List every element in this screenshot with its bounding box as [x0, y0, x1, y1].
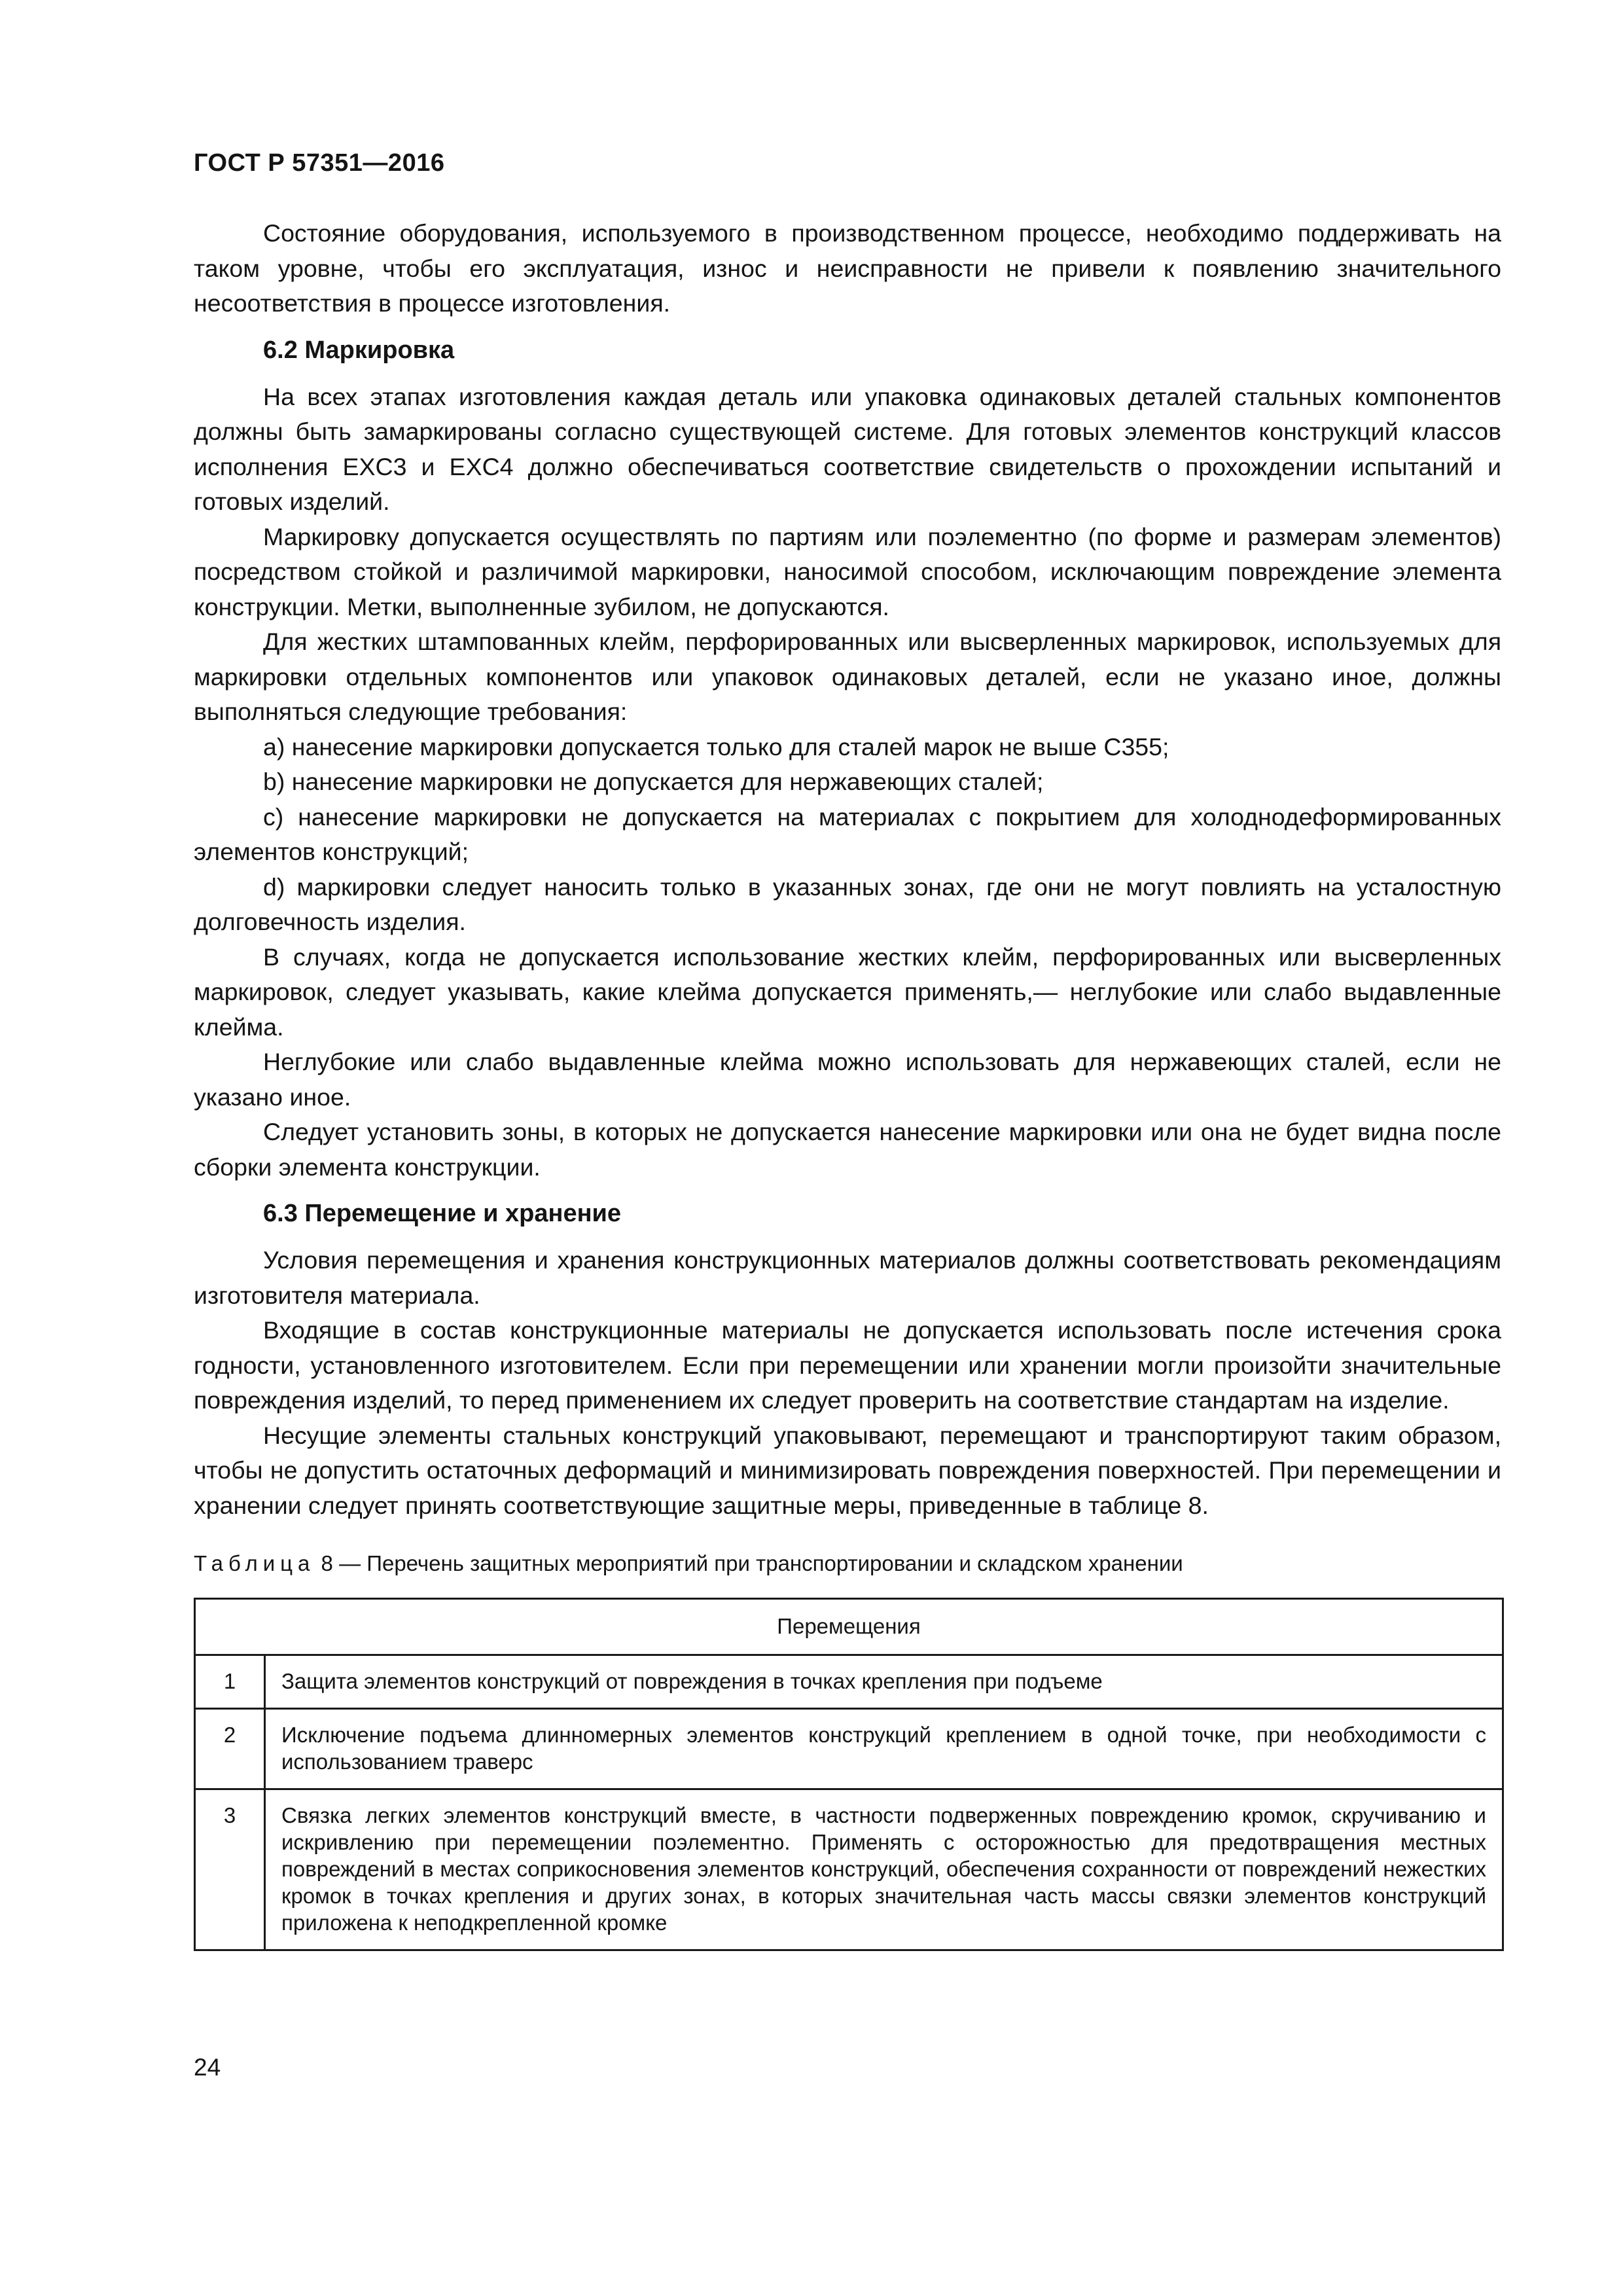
table-row-number: 3 — [195, 1789, 265, 1950]
section-6-2-paragraph-5: Неглубокие или слабо выдавленные клейма можно использовать для нержавеющих сталей, если не указано иное. — [194, 1048, 1501, 1111]
page-number: 24 — [194, 2054, 221, 2081]
section-6-3-paragraph-3: Несущие элементы стальных конструкций упаковывают, перемещают и транспортируют таким образом, чтобы не допустить остаточных деформаций и минимизировать повреждения поверхностей. При перемещении и хранении следует принять соответствующие защитные меры, приведенные в таблице 8. — [194, 1421, 1501, 1519]
intro-paragraph: Состояние оборудования, используемого в производственном процессе, необходимо поддерживать на таком уровне, чтобы его эксплуатация, износ и неисправности не привели к появлению значительного несоответствия в процессе изготовления. — [194, 219, 1501, 317]
section-6-3-paragraph-1: Условия перемещения и хранения конструкционных материалов должны соответствовать рекомендациям изготовителя материала. — [194, 1246, 1501, 1309]
protection-measures-table — [194, 1598, 1504, 1951]
table-row — [195, 1709, 1503, 1789]
table-row — [195, 1655, 1503, 1709]
table-row — [195, 1789, 1503, 1950]
section-6-2-paragraph-1: На всех этапах изготовления каждая деталь или упаковка одинаковых деталей стальных компонентов должны быть замаркированы согласно существующей системе. Для готовых элементов конструкций классов исполнения EXC3 и EXC4 должно обеспечиваться соответствие свидетельств о прохождении испытаний и готовых изделий. — [194, 382, 1501, 515]
table-row-number: 1 — [195, 1655, 265, 1709]
table-header-cell: Перемещения — [195, 1599, 1503, 1655]
table-caption-text: 8 — Перечень защитных мероприятий при транспортировании и складском хранении — [315, 1551, 1183, 1575]
table-row-text: Связка легких элементов конструкций вместе, в частности подверженных повреждению кромок, скручиванию и искривлению при перемещении поэлементно. Применять с осторожностью для предотвращения местных повреждений в местах соприкосновения элементов конструкций, обеспечения сохранности от повреждений нежестких кромок в точках крепления и других зонах, в которых значительная часть массы связки элементов конструкций приложена к неподкрепленной кромке — [265, 1789, 1503, 1950]
section-6-2-heading: 6.2 Маркировка — [263, 336, 455, 364]
section-6-2-paragraph-6: Следует установить зоны, в которых не допускается нанесение маркировки или она не будет видна после сборки элемента конструкции. — [194, 1118, 1501, 1181]
section-6-2-paragraph-4: В случаях, когда не допускается использование жестких клейм, перфорированных или высверленных маркировок, следует указывать, какие клейма допускается применять,— неглубокие или слабо выдавленные клейма. — [194, 942, 1501, 1041]
requirement-item-c: c) нанесение маркировки не допускается на материалах с покрытием для холоднодеформированных элементов конструкций; — [194, 802, 1501, 865]
table-header-row — [195, 1599, 1503, 1655]
table-row-number: 2 — [195, 1709, 265, 1789]
section-6-3-heading: 6.3 Перемещение и хранение — [263, 1200, 622, 1227]
document-code-header: ГОСТ Р 57351—2016 — [194, 149, 445, 177]
table-row-text: Защита элементов конструкций от повреждения в точках крепления при подъеме — [265, 1655, 1503, 1709]
requirement-item-b: b) нанесение маркировки не допускается для нержавеющих сталей; — [263, 768, 1044, 795]
table-caption-label: Таблица — [194, 1551, 315, 1575]
table-row-text: Исключение подъема длинномерных элементов конструкций креплением в одной точке, при необходимости с использованием траверс — [265, 1709, 1503, 1789]
section-6-2-paragraph-3: Для жестких штампованных клейм, перфорированных или высверленных маркировок, используемых для маркировки отдельных компонентов или упаковок одинаковых деталей, если не указано иное, должны выполняться следующие требования: — [194, 628, 1501, 725]
requirement-item-d: d) маркировки следует наносить только в указанных зонах, где они не могут повлиять на усталостную долговечность изделия. — [194, 872, 1501, 935]
section-6-2-paragraph-2: Маркировку допускается осуществлять по партиям или поэлементно (по форме и размерам элементов) посредством стойкой и различимой маркировки, наносимой способом, исключающим повреждение элемента конструкции. Метки, выполненные зубилом, не допускаются. — [194, 522, 1501, 620]
requirement-item-a: a) нанесение маркировки допускается только для сталей марок не выше С355; — [263, 732, 1169, 761]
section-6-3-paragraph-2: Входящие в состав конструкционные материалы не допускается использовать после истечения срока годности, установленного изготовителем. Если при перемещении или хранении могли произойти значительные повреждения изделий, то перед применением их следует проверить на соответствие стандартам на изделие. — [194, 1316, 1501, 1414]
table-caption — [194, 1549, 1501, 1578]
page-content — [194, 216, 1501, 1951]
